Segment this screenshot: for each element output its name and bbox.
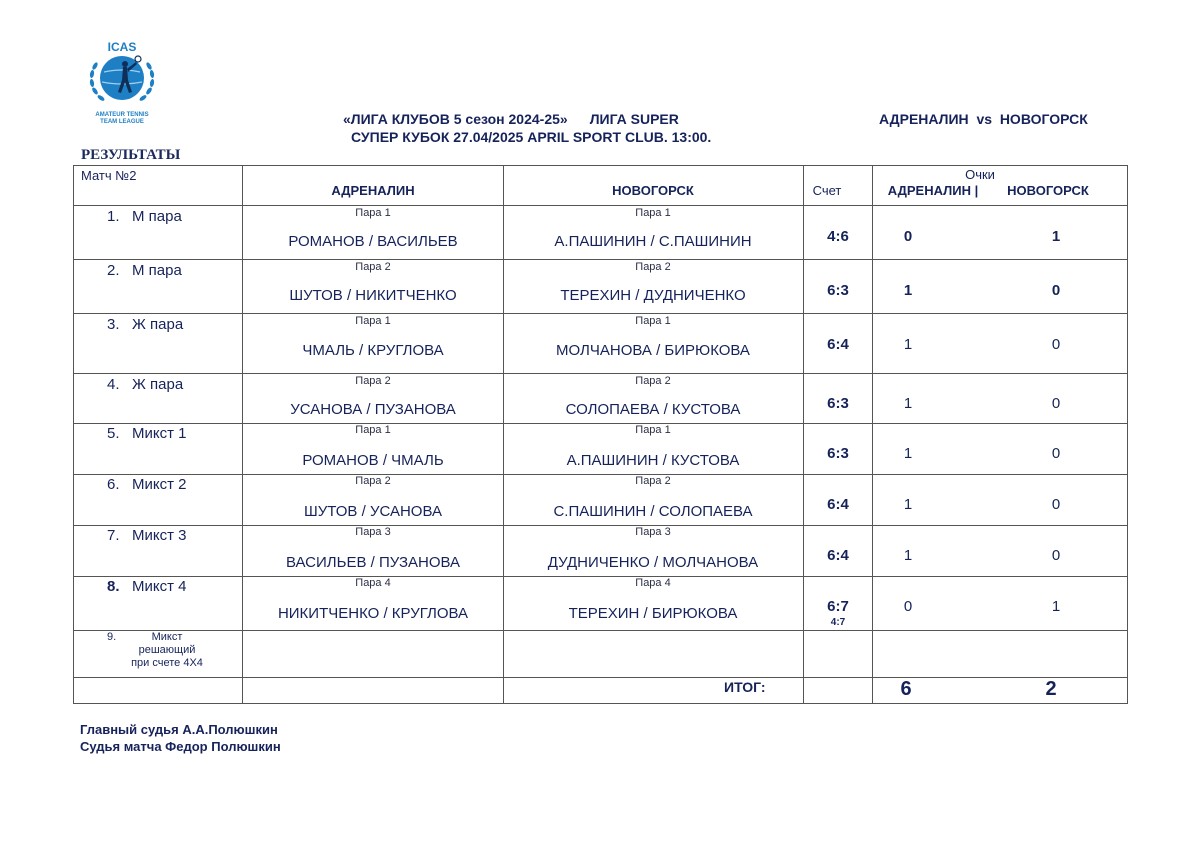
pair-a-players: ЧМАЛЬ / КРУГЛОВА (302, 342, 444, 359)
row9-line1: Микст (151, 631, 183, 643)
pair-b-players: А.ПАШИНИН / КУСТОВА (566, 452, 740, 469)
row-points-b: 0 (1051, 336, 1061, 353)
row-number: 1. (107, 208, 120, 225)
pair-a-players: ШУТОВ / НИКИТЧЕНКО (289, 287, 457, 304)
logo-caption-line1: AMATEUR TENNIS (95, 112, 149, 118)
results-title: РЕЗУЛЬТАТЫ (81, 147, 181, 163)
logo-text: ICAS (107, 40, 137, 54)
pair-b-players: С.ПАШИНИН / СОЛОПАЕВА (553, 503, 753, 520)
col-header-team-b: НОВОГОРСК (612, 183, 694, 198)
pair-b-label: Пара 3 (635, 526, 671, 538)
row-match-type: М пара (132, 208, 182, 225)
pair-b-label: Пара 4 (635, 577, 671, 589)
pair-a-label: Пара 1 (355, 315, 391, 327)
pair-a-label: Пара 2 (355, 375, 391, 387)
row-points-a: 0 (903, 228, 913, 245)
pair-a-label: Пара 2 (355, 261, 391, 273)
pair-b-players: ТЕРЕХИН / ДУДНИЧЕНКО (560, 287, 746, 304)
row-score: 6:3 (827, 445, 849, 462)
row-match-type: Ж пара (132, 376, 184, 393)
col-header-points-b: НОВОГОРСК (1007, 183, 1089, 198)
header-team-a: АДРЕНАЛИН (879, 111, 969, 127)
row-points-a: 1 (903, 395, 913, 412)
row-match-type: М пара (132, 262, 182, 279)
results-table (73, 165, 1128, 704)
pair-b-label: Пара 2 (635, 375, 671, 387)
pair-b-players: ТЕРЕХИН / БИРЮКОВА (568, 605, 738, 622)
row-number: 5. (107, 425, 120, 442)
col-header-points-a: АДРЕНАЛИН | (887, 183, 979, 198)
row9-line3: при счете 4Х4 (131, 657, 203, 669)
pair-a-label: Пара 4 (355, 577, 391, 589)
header-team-b: НОВОГОРСК (999, 111, 1088, 127)
league-name: ЛИГА SUPER (589, 111, 679, 127)
pair-b-players: МОЛЧАНОВА / БИРЮКОВА (556, 342, 750, 359)
pair-a-players: НИКИТЧЕНКО / КРУГЛОВА (277, 605, 469, 622)
header-vs: vs (976, 111, 993, 127)
row-match-type: Микст 3 (132, 527, 187, 544)
row-points-b: 0 (1051, 496, 1061, 513)
row-number: 3. (107, 316, 120, 333)
pair-b-players: СОЛОПАЕВА / КУСТОВА (565, 401, 741, 418)
row-points-b: 0 (1051, 395, 1061, 412)
row-match-type: Микст 2 (132, 476, 187, 493)
row-points-b: 1 (1051, 598, 1061, 615)
header-teams (879, 111, 1088, 127)
icas-logo (82, 40, 162, 132)
logo-caption-line2: TEAM LEAGUE (100, 119, 144, 125)
row-points-a: 1 (903, 496, 913, 513)
total-points-b: 2 (1045, 678, 1057, 700)
header-line1 (343, 111, 679, 127)
league-season-title: «ЛИГА КЛУБОВ 5 сезон 2024-25» (343, 111, 568, 127)
row-score: 6:4 (827, 547, 849, 564)
total-points-a: 6 (900, 678, 912, 700)
pair-b-label: Пара 1 (635, 207, 671, 219)
globe-icon (100, 56, 144, 100)
row-points-b: 0 (1051, 282, 1061, 299)
row-tiebreak-score: 4:7 (830, 617, 846, 628)
row-score: 6:3 (827, 395, 849, 412)
pair-a-players: ВАСИЛЬЕВ / ПУЗАНОВА (285, 554, 461, 571)
row-number: 4. (107, 376, 120, 393)
row-match-type: Микст 4 (132, 578, 187, 595)
pair-b-label: Пара 2 (635, 261, 671, 273)
pair-a-players: РОМАНОВ / ВАСИЛЬЕВ (288, 233, 458, 250)
pair-a-label: Пара 3 (355, 526, 391, 538)
pair-a-players: РОМАНОВ / ЧМАЛЬ (302, 452, 444, 469)
pair-b-players: А.ПАШИНИН / С.ПАШИНИН (554, 233, 752, 250)
col-header-team-a: АДРЕНАЛИН (331, 183, 415, 198)
total-label: ИТОГ: (724, 679, 766, 695)
match-judge: Судья матча Федор Полюшкин (80, 739, 281, 754)
match-label: Матч №2 (81, 168, 137, 183)
event-title: СУПЕР КУБОК 27.04/2025 APRIL SPORT CLUB. 13:00. (351, 129, 712, 145)
logo-graphic (82, 40, 162, 132)
col-header-points: Очки (965, 167, 995, 182)
pair-a-label: Пара 1 (355, 424, 391, 436)
pair-a-players: УСАНОВА / ПУЗАНОВА (290, 401, 456, 418)
row-points-a: 1 (903, 547, 913, 564)
row-score: 6:4 (827, 336, 849, 353)
row-score: 6:7 (827, 598, 849, 615)
pair-a-players: ШУТОВ / УСАНОВА (304, 503, 442, 520)
row9-line2: решающий (138, 644, 196, 656)
row-points-a: 1 (903, 336, 913, 353)
row-number: 9. (107, 631, 117, 643)
row-number: 7. (107, 527, 120, 544)
row-points-a: 1 (903, 282, 913, 299)
row-number: 2. (107, 262, 120, 279)
row-points-a: 1 (903, 445, 913, 462)
footer (80, 721, 281, 755)
pair-a-label: Пара 2 (355, 475, 391, 487)
row-score: 4:6 (827, 228, 849, 245)
pair-a-label: Пара 1 (355, 207, 391, 219)
row-points-a: 0 (903, 598, 913, 615)
pair-b-label: Пара 1 (635, 424, 671, 436)
col-header-score: Счет (812, 183, 842, 198)
row-score: 6:3 (827, 282, 849, 299)
pair-b-label: Пара 2 (635, 475, 671, 487)
row-number: 6. (107, 476, 120, 493)
pair-b-label: Пара 1 (635, 315, 671, 327)
row-match-type: Микст 1 (132, 425, 187, 442)
row-points-b: 0 (1051, 445, 1061, 462)
row-points-b: 0 (1051, 547, 1061, 564)
pair-b-players: ДУДНИЧЕНКО / МОЛЧАНОВА (547, 554, 759, 571)
row-number: 8. (107, 578, 120, 595)
chief-judge: Главный судья А.А.Полюшкин (80, 722, 278, 737)
row-match-type: Ж пара (132, 316, 184, 333)
row-points-b: 1 (1051, 228, 1061, 245)
row-score: 6:4 (827, 496, 849, 513)
